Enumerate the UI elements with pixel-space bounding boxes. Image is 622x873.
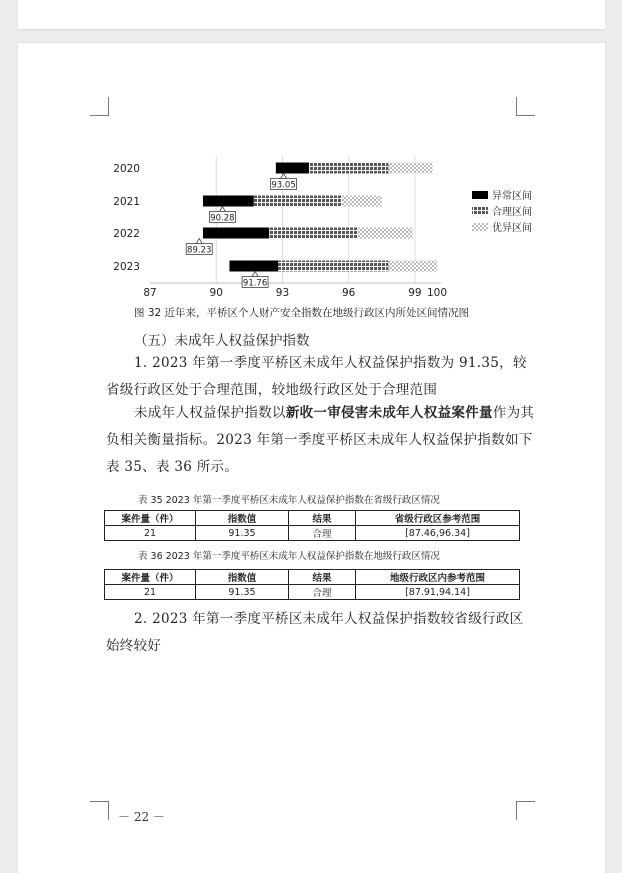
abnormal-range-bar [203, 228, 269, 239]
excellent-range-bar [388, 261, 437, 272]
crop-mark-bottom-right [516, 801, 535, 820]
table-cell: 91.35 [196, 526, 289, 541]
value-label: 93.05 [271, 180, 296, 191]
table-35-header: 指数值 [196, 511, 289, 526]
reasonable-range-bar [254, 196, 342, 207]
x-tick-label: 87 [143, 287, 157, 299]
table-row [105, 585, 520, 600]
table-cell: 21 [105, 526, 196, 541]
paragraph-1: 1. 2023 年第一季度平桥区未成年人权益保护指数为 91.35，较省级行政区处于合理范围，较地级行政区处于合理范围 [106, 355, 527, 398]
range-chart [114, 151, 534, 301]
paragraph-2-pre: 未成年人权益保护指数以 [134, 405, 286, 421]
y-tick-label: 2022 [113, 228, 140, 240]
table-35 [104, 510, 520, 541]
y-tick-label: 2020 [113, 163, 140, 175]
crop-mark-top-right [516, 97, 535, 116]
page-number: － 22 － [118, 810, 165, 824]
table-cell: 合理 [289, 585, 356, 600]
legend-label: 优异区间 [492, 223, 532, 234]
paragraph-2-post: 作为其负相关衡量指标。2023 年第一季度平桥区未成年人权益保护指数如下表 35、表 36 所示。 [106, 405, 535, 475]
table-cell: [87.91,94.14] [356, 585, 520, 600]
crop-mark-top-left [90, 97, 109, 116]
previous-page-edge [18, 0, 605, 29]
reasonable-range-bar [309, 163, 388, 174]
table-36 [104, 569, 520, 600]
figure-caption: 图 32 近年来，平桥区个人财产安全指数在地级行政区内所处区间情况图 [134, 307, 470, 319]
value-label: 91.76 [242, 278, 268, 289]
table-35-header: 案件量（件） [105, 511, 196, 526]
x-tick-label: 100 [426, 287, 448, 299]
legend-label: 合理区间 [492, 207, 532, 218]
x-tick-label: 96 [342, 287, 356, 299]
legend-swatch [472, 223, 488, 231]
abnormal-range-bar [203, 196, 254, 207]
document-page [18, 43, 605, 873]
crop-mark-bottom-left [90, 801, 109, 820]
table-35-header: 省级行政区参考范围 [356, 511, 520, 526]
table-36-header: 结果 [289, 570, 356, 585]
table-36-caption: 表 36 2023 年第一季度平桥区未成年人权益保护指数在地级行政区情况 [138, 551, 440, 562]
legend-swatch [472, 191, 488, 199]
table-36-header: 指数值 [196, 570, 289, 585]
y-tick-label: 2021 [113, 196, 140, 208]
value-marker [219, 207, 225, 212]
table-36-header: 案件量（件） [105, 570, 196, 585]
legend-swatch [472, 207, 488, 215]
table-36-header-row [105, 570, 520, 585]
table-row [105, 526, 520, 541]
table-cell: 合理 [289, 526, 356, 541]
table-cell: 21 [105, 585, 196, 600]
x-tick-label: 93 [275, 287, 290, 299]
paragraph-3: 2. 2023 年第一季度平桥区未成年人权益保护指数较省级行政区始终较好 [106, 611, 524, 654]
reasonable-range-bar [269, 228, 357, 239]
value-marker [196, 239, 202, 244]
table-35-header: 结果 [289, 511, 356, 526]
table-36-header: 地级行政区内参考范围 [356, 570, 520, 585]
value-marker [281, 174, 287, 179]
reasonable-range-bar [278, 261, 388, 272]
table-cell: 91.35 [196, 585, 289, 600]
x-tick-label: 99 [408, 287, 422, 299]
section-heading: （五）未成年人权益保护指数 [134, 333, 310, 349]
legend-label: 异常区间 [492, 191, 532, 202]
abnormal-range-bar [229, 261, 278, 272]
x-tick-label: 90 [209, 287, 223, 299]
paragraph-2-bold: 新收一审侵害未成年人权益案件量 [285, 405, 493, 421]
value-label: 90.28 [210, 213, 235, 224]
excellent-range-bar [342, 196, 382, 207]
value-marker [252, 272, 258, 277]
table-35-caption: 表 35 2023 年第一季度平桥区未成年人权益保护指数在省级行政区情况 [138, 495, 440, 506]
excellent-range-bar [358, 228, 413, 239]
excellent-range-bar [388, 163, 432, 174]
y-tick-label: 2023 [113, 261, 140, 273]
paragraph-2 [106, 400, 536, 481]
table-35-header-row [105, 511, 520, 526]
abnormal-range-bar [276, 163, 309, 174]
value-label: 89.23 [187, 245, 212, 256]
table-cell: [87.46,96.34] [356, 526, 520, 541]
